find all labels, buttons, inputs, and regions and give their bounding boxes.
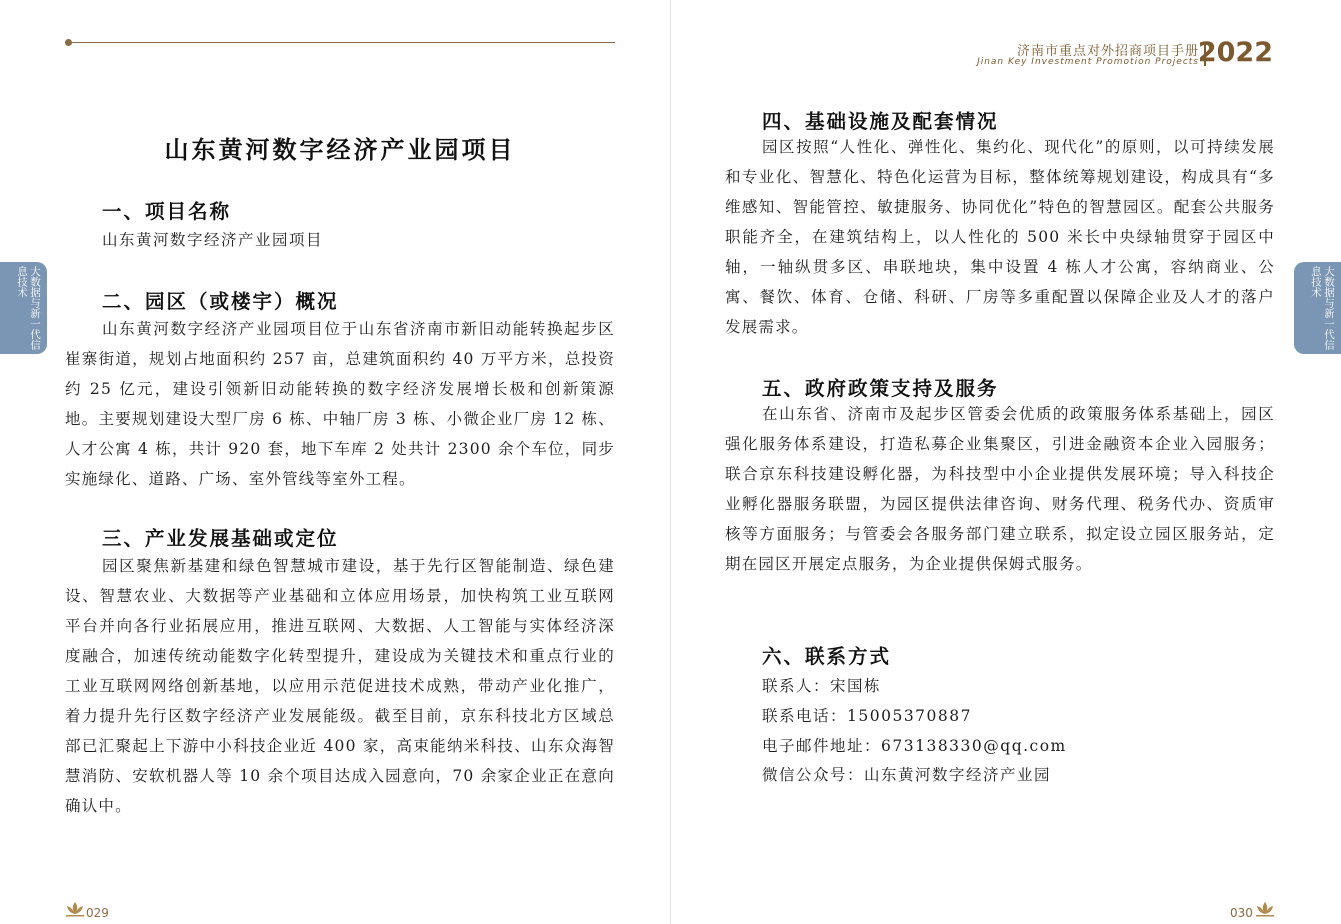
- contact-phone-row: [762, 704, 972, 726]
- contact-wechat-value: 山东黄河数字经济产业园: [864, 766, 1052, 784]
- section-4-body: 园区按照“人性化、弹性化、集约化、现代化”的原则，以可持续发展和专业化、智慧化、特色化运营为目标，整体统筹规划建设，构成具有“多维感知、智能管控、敏捷服务、协同优化”特色的智慧园区。配套公共服务职能齐全，在建筑结构上，以人性化的 500 米长中央绿轴贯穿于园区中轴，一轴纵贯多区、串联地块，集中设置 4 栋人才公寓，容纳商业、公寓、餐饮、体育、仓储、科研、厂房等多重配置以保障企业及人才的落户发展需求。: [725, 138, 1275, 336]
- section-3-body: 园区聚焦新基建和绿色智慧城市建设，基于先行区智能制造、绿色建设、智慧农业、大数据等产业基础和立体应用场景，加快构筑工业互联网平台并向各行业拓展应用，推进互联网、大数据、人工智能与实体经济深度融合，加速传统动能数字化转型提升，建设成为关键技术和重点行业的工业互联网网络创新基地，以应用示范促进技术成熟，带动产业化推广，着力提升先行区数字经济产业发展能级。截至目前，京东科技北方区域总部已汇聚起上下游中小科技企业近 400 家，高束能纳米科技、山东众海智慧消防、安软机器人等 10 余个项目达成入园意向，70 余家企业正在意向确认中。: [65, 557, 615, 815]
- header-title-cn: 济南市重点对外招商项目手册: [1016, 44, 1199, 59]
- contact-email-label: 电子邮件地址：: [762, 737, 882, 755]
- contact-email-value[interactable]: 673138330@qq.com: [881, 737, 1067, 755]
- header-year: 2022: [1197, 37, 1273, 68]
- section-3-heading: 三、产业发展基础或定位: [102, 527, 339, 550]
- side-tab-right[interactable]: [1294, 262, 1341, 354]
- side-tab-label: 大数据与新一代信息技术: [16, 266, 41, 350]
- header-rule: [68, 42, 615, 43]
- page-number-right: 030: [1230, 906, 1253, 920]
- contact-wechat-label: 微信公众号：: [762, 766, 865, 784]
- contact-email-row: [762, 734, 1067, 756]
- left-page: [0, 0, 670, 924]
- lotus-icon: [1254, 900, 1276, 918]
- contact-phone-label: 联系电话：: [762, 707, 848, 725]
- contact-wechat-row: [762, 763, 1051, 785]
- header-title-en: Jinan Key Investment Promotion Projects: [977, 57, 1199, 67]
- contact-person-value: 宋国栋: [830, 677, 882, 695]
- section-2-body: 山东黄河数字经济产业园项目位于山东省济南市新旧动能转换起步区崔寨街道，规划占地面积约 257 亩，总建筑面积约 40 万平方米，总投资约 25 亿元，建设引领新旧动能转换的数字经济发展增长极和创新策源地。主要规划建设大型厂房 6 栋、中轴厂房 3 栋、小微企业厂房 12 栋、人才公寓 4 栋，共计 920 套，地下车库 2 处共计 2300 余个车位，同步实施绿化、道路、广场、室外管线等室外工程。: [65, 320, 615, 488]
- section-1-heading: 一、项目名称: [102, 200, 232, 223]
- page-number-left: 029: [86, 906, 109, 920]
- section-5-heading: 五、政府政策支持及服务: [762, 377, 999, 400]
- contact-phone-value[interactable]: 15005370887: [847, 707, 972, 725]
- section-1-body: 山东黄河数字经济产业园项目: [102, 231, 324, 249]
- section-4-heading: 四、基础设施及配套情况: [762, 110, 999, 133]
- document-title: 山东黄河数字经济产业园项目: [164, 135, 516, 164]
- contact-person-label: 联系人：: [762, 677, 831, 695]
- section-6-heading: 六、联系方式: [762, 645, 892, 668]
- side-tab-left[interactable]: [0, 262, 47, 354]
- lotus-icon: [64, 900, 86, 918]
- contact-person-row: [762, 674, 881, 696]
- section-5-body: 在山东省、济南市及起步区管委会优质的政策服务体系基础上，园区强化服务体系建设，打造私募企业集聚区，引进金融资本企业入园服务；联合京东科技建设孵化器，为科技型中小企业提供发展环境；导入科技企业孵化器服务联盟，为园区提供法律咨询、财务代理、税务代办、资质审核等方面服务；与管委会各服务部门建立联系，拟定设立园区服务站，定期在园区开展定点服务，为企业提供保姆式服务。: [725, 405, 1275, 573]
- right-page: [671, 0, 1341, 924]
- side-tab-label: 大数据与新一代信息技术: [1310, 266, 1335, 350]
- section-2-heading: 二、园区（或楼宇）概况: [102, 290, 339, 313]
